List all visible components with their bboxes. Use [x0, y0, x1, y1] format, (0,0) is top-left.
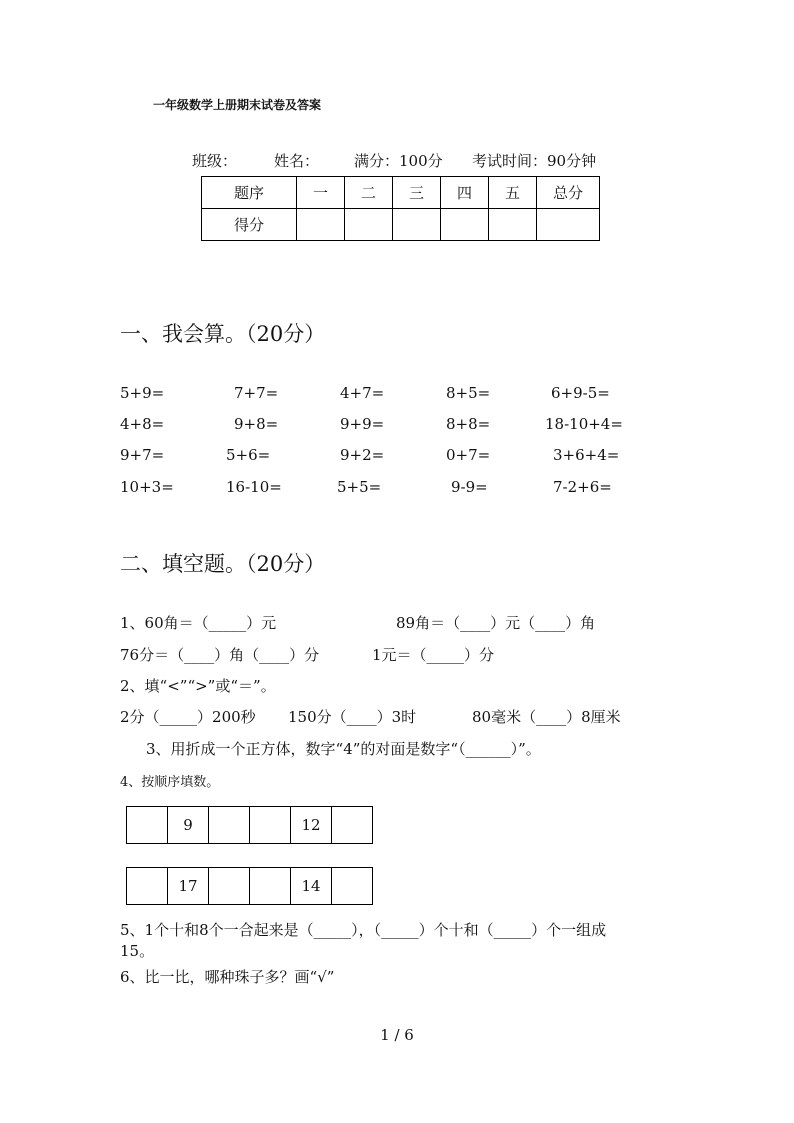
- question-2: 2、填“<”“>”或“＝”。: [120, 677, 276, 695]
- calc-problem: 6+9-5=: [551, 384, 610, 402]
- full-score-label: 满分：100分: [354, 152, 443, 170]
- calc-problem: 4+7=: [340, 384, 385, 402]
- score-cell: [537, 209, 600, 241]
- sequence-cell: [332, 807, 373, 844]
- section1-title: 一、我会算。（20分）: [120, 322, 326, 346]
- score-table-header-row: [202, 177, 600, 209]
- class-label: 班级：: [192, 152, 238, 170]
- question-5: 5、1个十和8个一合起来是（_____），（_____）个十和（_____）个一组成: [120, 921, 607, 939]
- calc-problem: 9-9=: [451, 478, 488, 496]
- calc-problem: 0+7=: [446, 446, 491, 464]
- score-column-3: 三: [393, 177, 441, 209]
- sequence-cell: [127, 807, 168, 844]
- sequence-row-2: [126, 867, 373, 905]
- calc-problem: 5+5=: [337, 478, 382, 496]
- calc-problem: 3+6+4=: [553, 446, 620, 464]
- score-column-total: 总分: [537, 177, 600, 209]
- score-column-5: 五: [489, 177, 537, 209]
- calc-problem: 5+6=: [226, 446, 271, 464]
- calc-problem: 9+2=: [340, 446, 385, 464]
- calc-problem: 18-10+4=: [545, 415, 623, 433]
- sequence-cell: [127, 868, 168, 905]
- question-2a: 2分（_____）200秒: [120, 708, 256, 726]
- score-cell: [345, 209, 393, 241]
- question-3: 3、用折成一个正方体，数字“4”的对面是数字“（______）”。: [146, 740, 541, 758]
- question-1d: 1元＝（_____）分: [372, 646, 495, 664]
- calc-problem: 8+5=: [446, 384, 491, 402]
- question-2b: 150分（____）3时: [288, 708, 417, 726]
- sequence-cell: [332, 868, 373, 905]
- sequence-row-1: [126, 806, 373, 844]
- score-cell: [297, 209, 345, 241]
- sequence-cell: 12: [291, 807, 332, 844]
- question-4: 4、按顺序填数。: [120, 775, 220, 790]
- score-table-score-row: [202, 209, 600, 241]
- sequence-cell: [209, 807, 250, 844]
- name-label: 姓名：: [274, 152, 320, 170]
- score-cell: [489, 209, 537, 241]
- sequence-cell: [250, 807, 291, 844]
- question-6: 6、比一比，哪种珠子多？画“√”: [120, 968, 335, 986]
- calc-problem: 7+7=: [234, 384, 279, 402]
- calc-problem: 9+7=: [120, 446, 165, 464]
- calc-problem: 8+8=: [446, 415, 491, 433]
- calc-problem: 16-10=: [226, 478, 282, 496]
- calc-problem: 9+9=: [340, 415, 385, 433]
- sequence-cell: [209, 868, 250, 905]
- score-column-4: 四: [441, 177, 489, 209]
- calc-problem: 4+8=: [120, 415, 165, 433]
- question-1c: 76分＝（____）角（____）分: [120, 646, 320, 664]
- score-table: [201, 176, 600, 241]
- document-title: 一年级数学上册期末试卷及答案: [153, 98, 322, 112]
- page-number: 1 / 6: [380, 1026, 414, 1044]
- score-table-header: 题序: [202, 177, 297, 209]
- sequence-cell: [250, 868, 291, 905]
- question-1a: 1、60角＝（_____）元: [120, 614, 277, 632]
- calc-problem: 9+8=: [234, 415, 279, 433]
- score-column-1: 一: [297, 177, 345, 209]
- score-column-2: 二: [345, 177, 393, 209]
- score-row-header: 得分: [202, 209, 297, 241]
- question-5-continued: 15。: [120, 942, 155, 960]
- score-cell: [393, 209, 441, 241]
- calc-problem: 5+9=: [120, 384, 165, 402]
- question-1b: 89角＝（____）元（____）角: [396, 614, 596, 632]
- sequence-cell: 9: [168, 807, 209, 844]
- exam-time-label: 考试时间：90分钟: [472, 152, 597, 170]
- section2-title: 二、填空题。（20分）: [120, 552, 326, 576]
- score-cell: [441, 209, 489, 241]
- sequence-cell: 17: [168, 868, 209, 905]
- sequence-cell: 14: [291, 868, 332, 905]
- question-2c: 80毫米（____）8厘米: [472, 708, 621, 726]
- calc-problem: 10+3=: [120, 478, 174, 496]
- calc-problem: 7-2+6=: [553, 478, 612, 496]
